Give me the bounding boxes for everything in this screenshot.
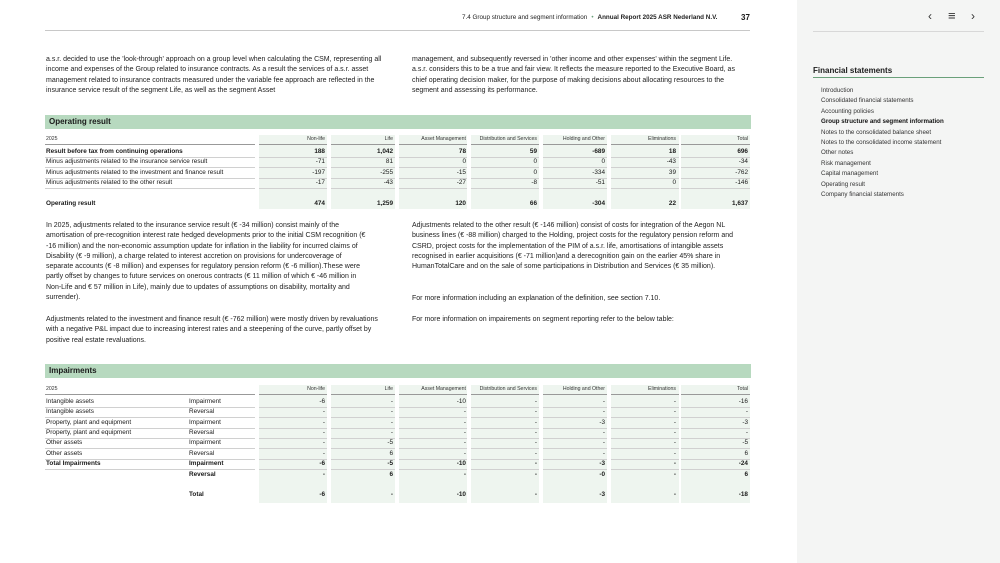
row-type: Reversal [189,450,215,457]
table-cell: - [463,408,466,415]
row-rule [543,438,607,439]
table-cell: - [390,398,393,405]
header-rule [611,394,679,395]
row-type: Impairment [189,398,221,405]
insurance-adjustments-paragraph: In 2025, adjustments related to the insurance service result (€ -34 million) consist mainly of the amortisation of pre-recognition interest rate hedged developments prior to the initial CSM recognition (€ -16 million) and the non-economic assumption update for inflation in the liability for incurred claims of Disability (€ -9 million), a charge related to interest accretion on provisions for undercoverage of separate accounts (€ -8 million) and expenses for regulatory pension reform (€ -6 million).These were partly offset by changes to future services on onerous contracts (€ 11 million of which € -46 million in Non-Life and € 57 million in Life), mainly due to updates of assumptions on disability, mortality and surrender). [46,222,366,302]
row-rule [259,188,327,189]
sidebar [797,0,1000,563]
row-rule [681,438,750,439]
row-label: Total Impairments [46,460,101,467]
column-shade [259,385,327,503]
row-label: Property, plant and equipment [46,419,132,426]
table-cell: - [322,408,325,415]
intro-right-paragraph: management, and subsequently reversed in 'other income and other expenses' within the segment Life. a.s.r. considers this to be a true and fair view. It reflects the measure reported to the Executive Board, as chief operating decision maker, for the purpose of making decisions about allocating resources to the segment and assessing its performance. [412,56,735,94]
row-rule [611,469,679,470]
table-cell: -3 [742,419,748,426]
section-title: 7.4 Group structure and segment information [462,14,588,21]
row-rule [681,188,750,189]
row-rule [331,438,395,439]
row-label: Property, plant and equipment [46,429,132,436]
table-cell: - [463,419,466,426]
header-rule [471,394,539,395]
row-rule [399,469,467,470]
row-rule [45,469,255,470]
row-rule [471,428,539,429]
table-cell: -71 [315,158,325,165]
column-header: Holding and Other [562,136,605,142]
row-type: Impairment [189,460,224,467]
column-header: Non-life [307,386,325,392]
table-cell: -146 [735,179,748,186]
table-cell: - [673,491,676,498]
table-cell: - [534,439,537,446]
intro-left-paragraph: a.s.r. decided to use the 'look-through' approach on a group level when calculating the CSM, representing all income and expenses of the Group related to insurance contracts. As a result the services of a.s.r. asset management related to insurance contracts measured under the variable fee approach are reflected in the insurance service result of the segment Life, as well as the segment Asset [46,56,382,94]
row-rule [45,167,255,168]
table-cell: - [463,450,466,457]
table-cell: 18 [668,148,676,155]
header-rule [611,144,679,145]
table-cell: - [534,460,537,467]
row-rule [471,188,539,189]
sidebar-item[interactable]: Company financial statements [821,191,904,198]
header-rule [399,394,467,395]
table-cell: - [673,419,676,426]
row-label: Other assets [46,439,83,446]
report-title: Annual Report 2025 ASR Nederland N.V. [597,14,718,21]
row-rule [611,428,679,429]
row-rule [471,469,539,470]
row-rule [259,407,327,408]
row-label: Other assets [46,450,83,457]
investment-adjustments-paragraph: Adjustments related to the investment and finance result (€ -762 million) were mostly driven by revaluations with a negative P&L impact due to increasing interest rates and a steepening of the curve, partly offset by positive real estate revaluations. [46,316,378,344]
table-cell: - [390,419,393,426]
row-rule [399,167,467,168]
row-rule [611,417,679,418]
chevron-right-icon[interactable]: › [971,9,975,23]
table-cell: - [390,491,393,498]
row-rule [259,469,327,470]
header-rule [681,144,750,145]
row-rule [331,459,395,460]
operating-result-band [45,115,751,129]
header-rule [681,394,750,395]
table-cell: - [390,408,393,415]
table-cell: - [602,398,605,405]
table-cell: - [534,419,537,426]
sidebar-top-rule [813,31,984,32]
table-cell: -689 [592,148,605,155]
table-cell: - [602,429,605,436]
row-rule [471,178,539,179]
table-cell: - [390,429,393,436]
row-rule [331,188,395,189]
table-cell: - [673,460,676,467]
row-type: Impairment [189,419,221,426]
table-cell: - [463,429,466,436]
table-cell: -18 [738,491,748,498]
sidebar-item[interactable]: Group structure and segment information [821,118,944,126]
column-header: Distribution and Services [479,136,537,142]
column-header: Asset Management [421,136,466,142]
table-cell: -5 [387,460,393,467]
table-cell: -51 [595,179,605,186]
table-cell: -15 [456,169,466,176]
column-header: Distribution and Services [479,386,537,392]
column-header: Life [384,386,393,392]
row-label: Intangible assets [46,398,94,405]
table-cell: -255 [380,169,393,176]
table-cell: 696 [737,148,748,155]
table-cell: -0 [599,471,605,478]
table-cell: - [534,398,537,405]
table-cell: 39 [668,169,676,176]
row-label: Minus adjustments related to the insurance service result [46,158,208,165]
table-cell: - [745,429,748,436]
row-rule [259,167,327,168]
row-rule [681,448,750,449]
row-rule [399,157,467,158]
operating-result-heading: Operating result [49,117,111,126]
column-header: Asset Management [421,386,466,392]
table-cell: - [673,439,676,446]
row-label: Result before tax from continuing operations [46,148,183,155]
row-rule [471,438,539,439]
impairments-heading: Impairments [49,366,97,375]
row-rule [45,188,255,189]
sidebar-title-rule [813,77,984,78]
running-header [462,14,717,21]
table-cell: -334 [592,169,605,176]
row-rule [471,157,539,158]
row-rule [543,469,607,470]
table-cell: -3 [599,419,605,426]
row-rule [611,448,679,449]
row-rule [611,178,679,179]
row-rule [681,407,750,408]
row-rule [45,448,255,449]
header-rule [331,394,395,395]
row-rule [543,417,607,418]
table-cell: - [602,450,605,457]
row-rule [399,407,467,408]
definition-reference-paragraph: For more information including an explanation of the definition, see section 7.10. [412,295,661,302]
table-cell: - [322,471,325,478]
row-rule [543,188,607,189]
row-rule [259,428,327,429]
header-rule [45,394,255,395]
table-cell: 6 [744,450,748,457]
row-rule [611,407,679,408]
table-cell: 188 [314,148,325,155]
header-rule [399,144,467,145]
sidebar-item[interactable]: Notes to the consolidated income statement [821,139,942,146]
column-shade [331,385,395,503]
table-cell: 0 [533,158,537,165]
table-cell: -43 [383,179,393,186]
row-rule [399,448,467,449]
table-cell: -197 [312,169,325,176]
row-type: Reversal [189,429,215,436]
row-rule [471,167,539,168]
table-cell: - [673,408,676,415]
row-rule [611,459,679,460]
row-rule [543,407,607,408]
sidebar-item[interactable]: Other notes [821,149,854,157]
table-cell: -8 [531,179,537,186]
row-rule [611,188,679,189]
table-cell: -304 [592,200,605,207]
table-cell: 81 [385,158,393,165]
table-cell: -43 [666,158,676,165]
sidebar-title: Financial statements [813,66,893,75]
row-rule [259,417,327,418]
table-cell: 0 [462,158,466,165]
table-cell: 6 [389,471,393,478]
table-cell: - [673,471,676,478]
column-header: Life [384,136,393,142]
table-cell: -5 [387,439,393,446]
table-cell: - [534,450,537,457]
table-cell: - [463,439,466,446]
table-cell: 1,259 [377,200,393,207]
table-cell: -10 [456,491,466,498]
row-rule [611,438,679,439]
column-header: Eliminations [648,386,676,392]
row-label: Minus adjustments related to the other result [46,179,173,186]
table-cell: -34 [738,158,748,165]
table-cell: -3 [599,460,605,467]
row-rule [543,428,607,429]
table-cell: 59 [529,148,537,155]
table-cell: 6 [389,450,393,457]
row-rule [681,469,750,470]
column-header: Total [737,136,748,142]
sidebar-item[interactable]: Notes to the consolidated balance sheet [821,128,932,136]
table-cell: - [673,398,676,405]
row-rule [543,448,607,449]
table-cell: -5 [742,439,748,446]
row-rule [399,417,467,418]
table-cell: - [322,429,325,436]
row-type: Reversal [189,471,216,478]
table-cell: 1,042 [377,148,393,155]
table-cell: -6 [319,460,325,467]
table-cell: -27 [456,179,466,186]
table-cell: 78 [458,148,466,155]
table-cell: - [673,429,676,436]
header-rule [543,394,607,395]
table-cell: - [745,408,748,415]
row-rule [681,417,750,418]
row-type: Reversal [189,408,215,415]
table-cell: - [322,419,325,426]
separator-dot: • [591,14,594,21]
column-header: Non-life [307,136,325,142]
table-cell: - [673,450,676,457]
row-label: Minus adjustments related to the investment and finance result [46,169,224,176]
row-rule [331,417,395,418]
column-shade [471,135,539,209]
header-rule [259,144,327,145]
table-cell: 6 [744,471,748,478]
table-cell: -10 [456,398,466,405]
column-header: Holding and Other [562,386,605,392]
table-cell: 474 [314,200,325,207]
table-cell: - [534,408,537,415]
table-cell: 120 [455,200,466,207]
sidebar-item[interactable]: Introduction [821,87,854,94]
table-cell: - [322,450,325,457]
table-cell: 0 [533,169,537,176]
table-cell: 0 [601,158,605,165]
table-year: 2025 [46,386,58,392]
table-cell: -6 [319,491,325,498]
row-type: Impairment [189,439,221,446]
table-cell: 0 [672,179,676,186]
table-cell: 66 [529,200,537,207]
column-header: Total [737,386,748,392]
table-cell: 22 [668,200,676,207]
row-rule [543,157,607,158]
row-rule [471,459,539,460]
row-rule [45,417,255,418]
table-cell: - [463,471,466,478]
row-rule [331,407,395,408]
table-cell: -6 [319,398,325,405]
row-rule [471,407,539,408]
menu-icon[interactable]: ≡ [948,8,956,23]
sidebar-item[interactable]: Consolidated financial statements [821,97,914,105]
row-rule [543,167,607,168]
impairments-band [45,364,751,378]
sidebar-item[interactable]: Operating result [821,180,866,188]
table-cell: - [602,408,605,415]
row-rule [471,448,539,449]
table-cell: -16 [738,398,748,405]
page-number: 37 [741,13,750,22]
row-rule [331,469,395,470]
table-cell: -10 [456,460,466,467]
column-shade [611,385,679,503]
row-type: Total [189,491,204,498]
table-cell: -3 [599,491,605,498]
row-rule [259,438,327,439]
row-rule [471,417,539,418]
header-rule [45,30,750,31]
table-cell: - [322,439,325,446]
row-rule [259,459,327,460]
column-shade [471,385,539,503]
row-rule [681,167,750,168]
row-rule [399,438,467,439]
table-cell: 1,637 [732,200,748,207]
row-rule [331,167,395,168]
chevron-left-icon[interactable]: ‹ [928,9,932,23]
header-rule [45,144,255,145]
row-rule [331,428,395,429]
row-rule [399,428,467,429]
header-rule [259,394,327,395]
other-adjustments-paragraph: Adjustments related to the other result (€ -146 million) consist of costs for integration of the Aegon NL business lines (€ -88 million) charged to the Holding, project costs for the regulatory pension reform and CSRD, project costs for the implementation of the PIM of a.s.r. life, amortisations of intangible assets recognised in earlier acquisitions (€ -71 million)and a derecognition gain on the earlier 45% share in HumanTotalCare and on the sale of some participations in Distribution and Services (€ 35 million). [412,222,733,271]
column-header: Eliminations [648,136,676,142]
table-cell: - [534,491,537,498]
row-label: Operating result [46,200,96,207]
table-cell: - [534,471,537,478]
row-rule [399,188,467,189]
sidebar-item[interactable]: Accounting policies [821,107,874,115]
row-rule [331,448,395,449]
table-year: 2025 [46,136,58,142]
row-rule [681,428,750,429]
row-rule [543,459,607,460]
sidebar-item[interactable]: Capital management [821,170,879,178]
column-shade [543,385,607,503]
row-rule [611,167,679,168]
row-rule [259,448,327,449]
table-cell: -17 [315,179,325,186]
row-label: Intangible assets [46,408,94,415]
table-cell: - [534,429,537,436]
table-cell: - [602,439,605,446]
header-rule [331,144,395,145]
header-rule [543,144,607,145]
table-cell: -24 [738,460,748,467]
header-rule [471,144,539,145]
table-cell: -762 [735,169,748,176]
impairments-reference-paragraph: For more information on impairements on segment reporting refer to the below table: [412,316,674,323]
sidebar-item[interactable]: Risk management [821,159,871,167]
